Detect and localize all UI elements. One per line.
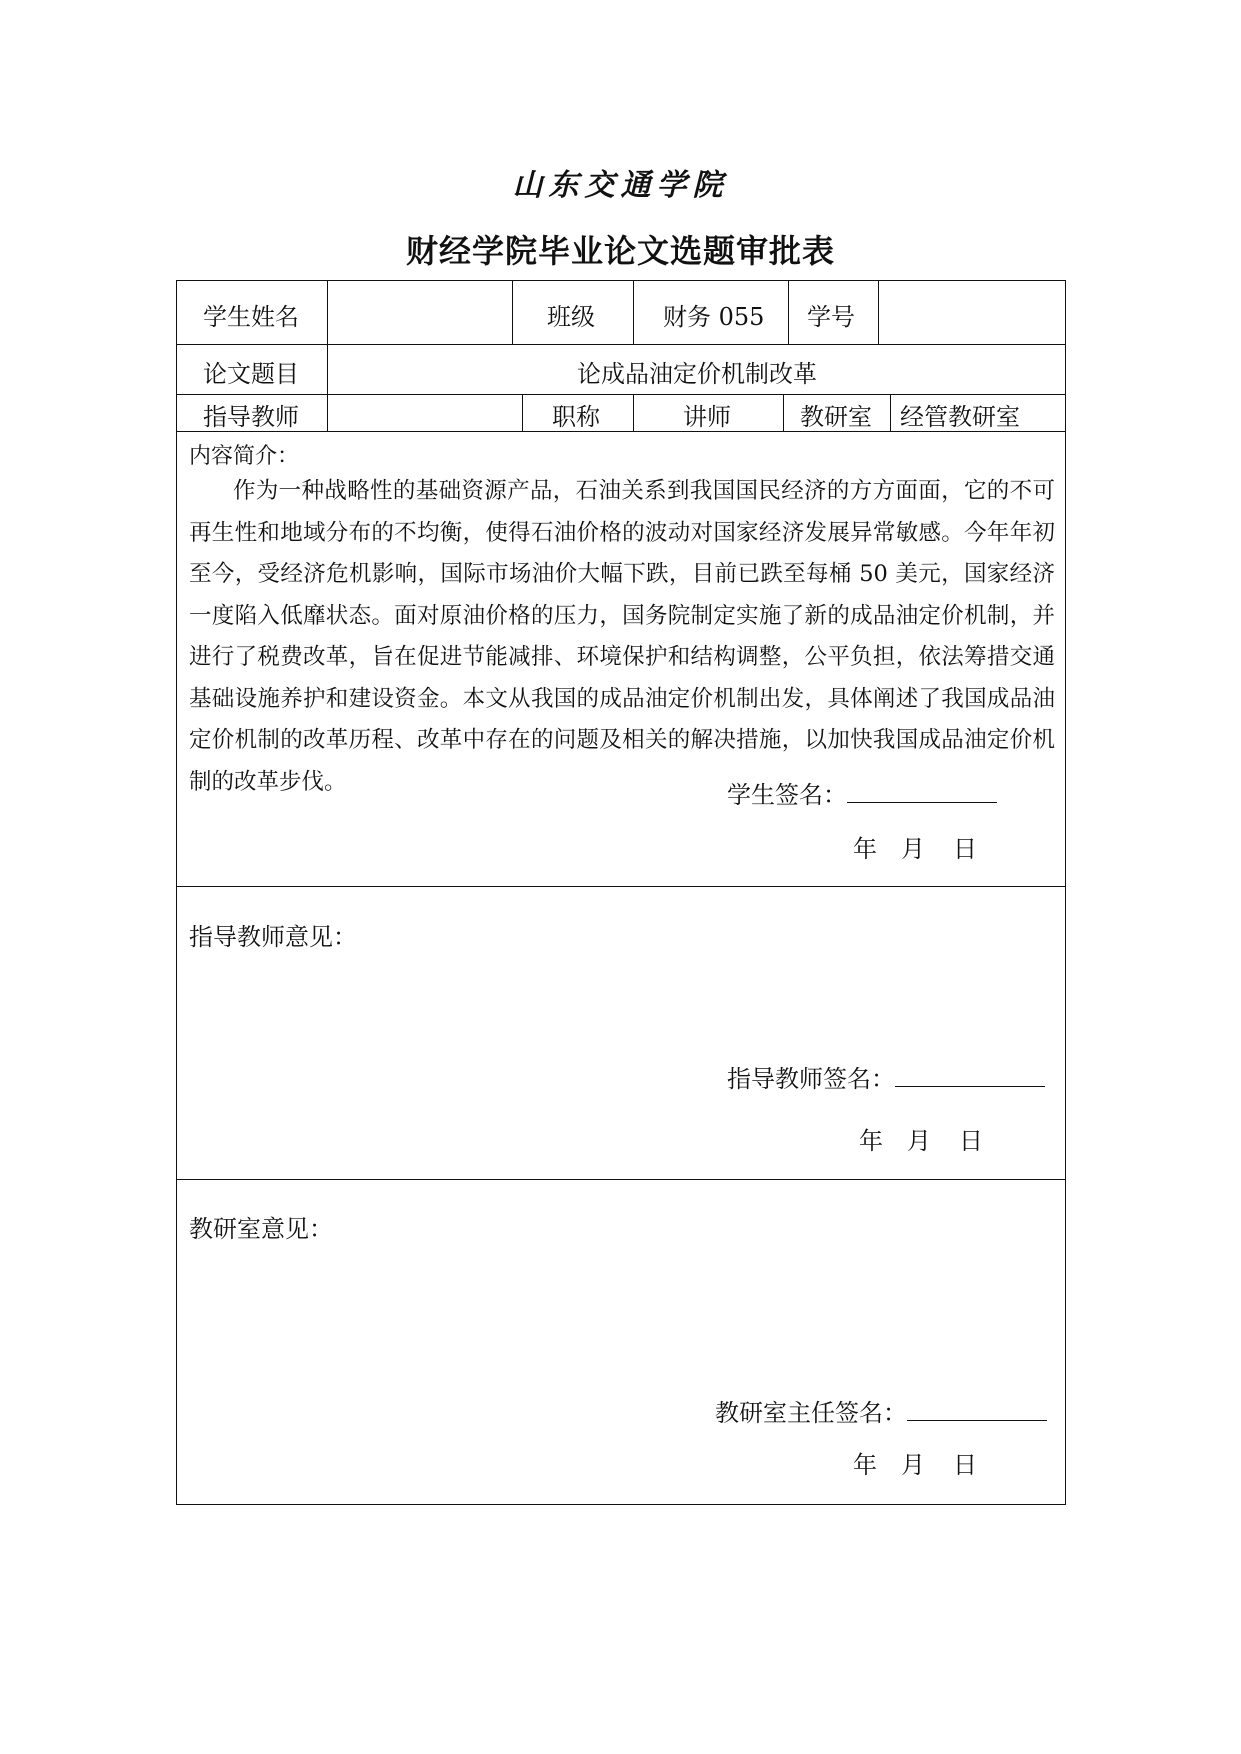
thesis-topic-value[interactable]: 论成品油定价机制改革 (577, 360, 817, 388)
department-head-signature-row[interactable] (715, 1393, 1047, 1428)
school-name: 山东交通学院 (512, 168, 729, 203)
title-rank-label: 职称 (552, 403, 600, 431)
column-divider (512, 281, 513, 344)
column-divider (788, 281, 789, 344)
advisor-signature-label: 指导教师签名： (727, 1065, 895, 1093)
class-label: 班级 (547, 303, 595, 331)
column-divider (522, 394, 523, 431)
section-divider (177, 886, 1065, 887)
student-id-label: 学号 (807, 303, 855, 331)
date-year: 年 (853, 835, 877, 863)
student-name-label: 学生姓名 (203, 303, 299, 331)
date-year: 年 (853, 1451, 877, 1479)
date-month: 月 (901, 1451, 925, 1479)
date-day: 日 (953, 1451, 977, 1479)
column-divider (633, 394, 634, 431)
advisor-label: 指导教师 (203, 403, 299, 431)
thesis-topic-label: 论文题目 (203, 360, 299, 388)
column-divider (783, 394, 784, 431)
advisor-signature-row[interactable] (727, 1059, 1045, 1094)
section-divider (177, 1179, 1065, 1180)
title-rank-value[interactable]: 讲师 (683, 403, 731, 431)
column-divider (633, 281, 634, 344)
department-value[interactable]: 经管教研室 (900, 403, 1020, 431)
row-divider (177, 344, 1065, 345)
column-divider (327, 394, 328, 431)
department-label: 教研室 (800, 403, 872, 431)
department-head-signature-label: 教研室主任签名： (715, 1399, 907, 1427)
class-value[interactable]: 财务 055 (663, 303, 765, 331)
date-day: 日 (953, 835, 977, 863)
column-divider (327, 281, 328, 344)
date-year: 年 (859, 1127, 883, 1155)
date-month: 月 (901, 835, 925, 863)
student-signature-row[interactable] (727, 775, 997, 810)
column-divider (878, 281, 879, 344)
column-divider (890, 394, 891, 431)
abstract-label: 内容简介： (189, 444, 300, 469)
form-title: 财经学院毕业论文选题审批表 (405, 232, 835, 270)
student-signature-label: 学生签名： (727, 781, 847, 809)
student-signature-line[interactable] (847, 780, 997, 803)
department-opinion-label: 教研室意见： (189, 1215, 333, 1243)
date-month: 月 (907, 1127, 931, 1155)
row-divider (177, 394, 1065, 395)
advisor-opinion-label: 指导教师意见： (189, 923, 357, 951)
approval-form-table (176, 280, 1066, 1505)
department-head-signature-line[interactable] (907, 1398, 1047, 1421)
advisor-signature-line[interactable] (895, 1064, 1045, 1087)
student-date-row (853, 829, 977, 864)
date-day: 日 (959, 1127, 983, 1155)
department-date-row (853, 1445, 977, 1480)
advisor-date-row (859, 1121, 983, 1156)
abstract-text: 作为一种战略性的基础资源产品，石油关系到我国国民经济的方方面面，它的不可再生性和地域分布的不均衡，使得石油价格的波动对国家经济发展异常敏感。今年年初至今，受经济危机影响，国际市场油价大幅下跌，目前已跌至每桶 50 美元，国家经济一度陷入低靡状态。面对原油价格的压力，国务院制定实施了新的成品油定价机制，并进行了税费改革，旨在促进节能减排、环境保护和结构调整，公平负担，依法筹措交通基础设施养护和建设资金。本文从我国的成品油定价机制出发，具体阐述了我国成品油定价机制的改革历程、改革中存在的问题及相关的解决措施，以加快我国成品油定价机制的改革步伐。 (189, 478, 1055, 795)
